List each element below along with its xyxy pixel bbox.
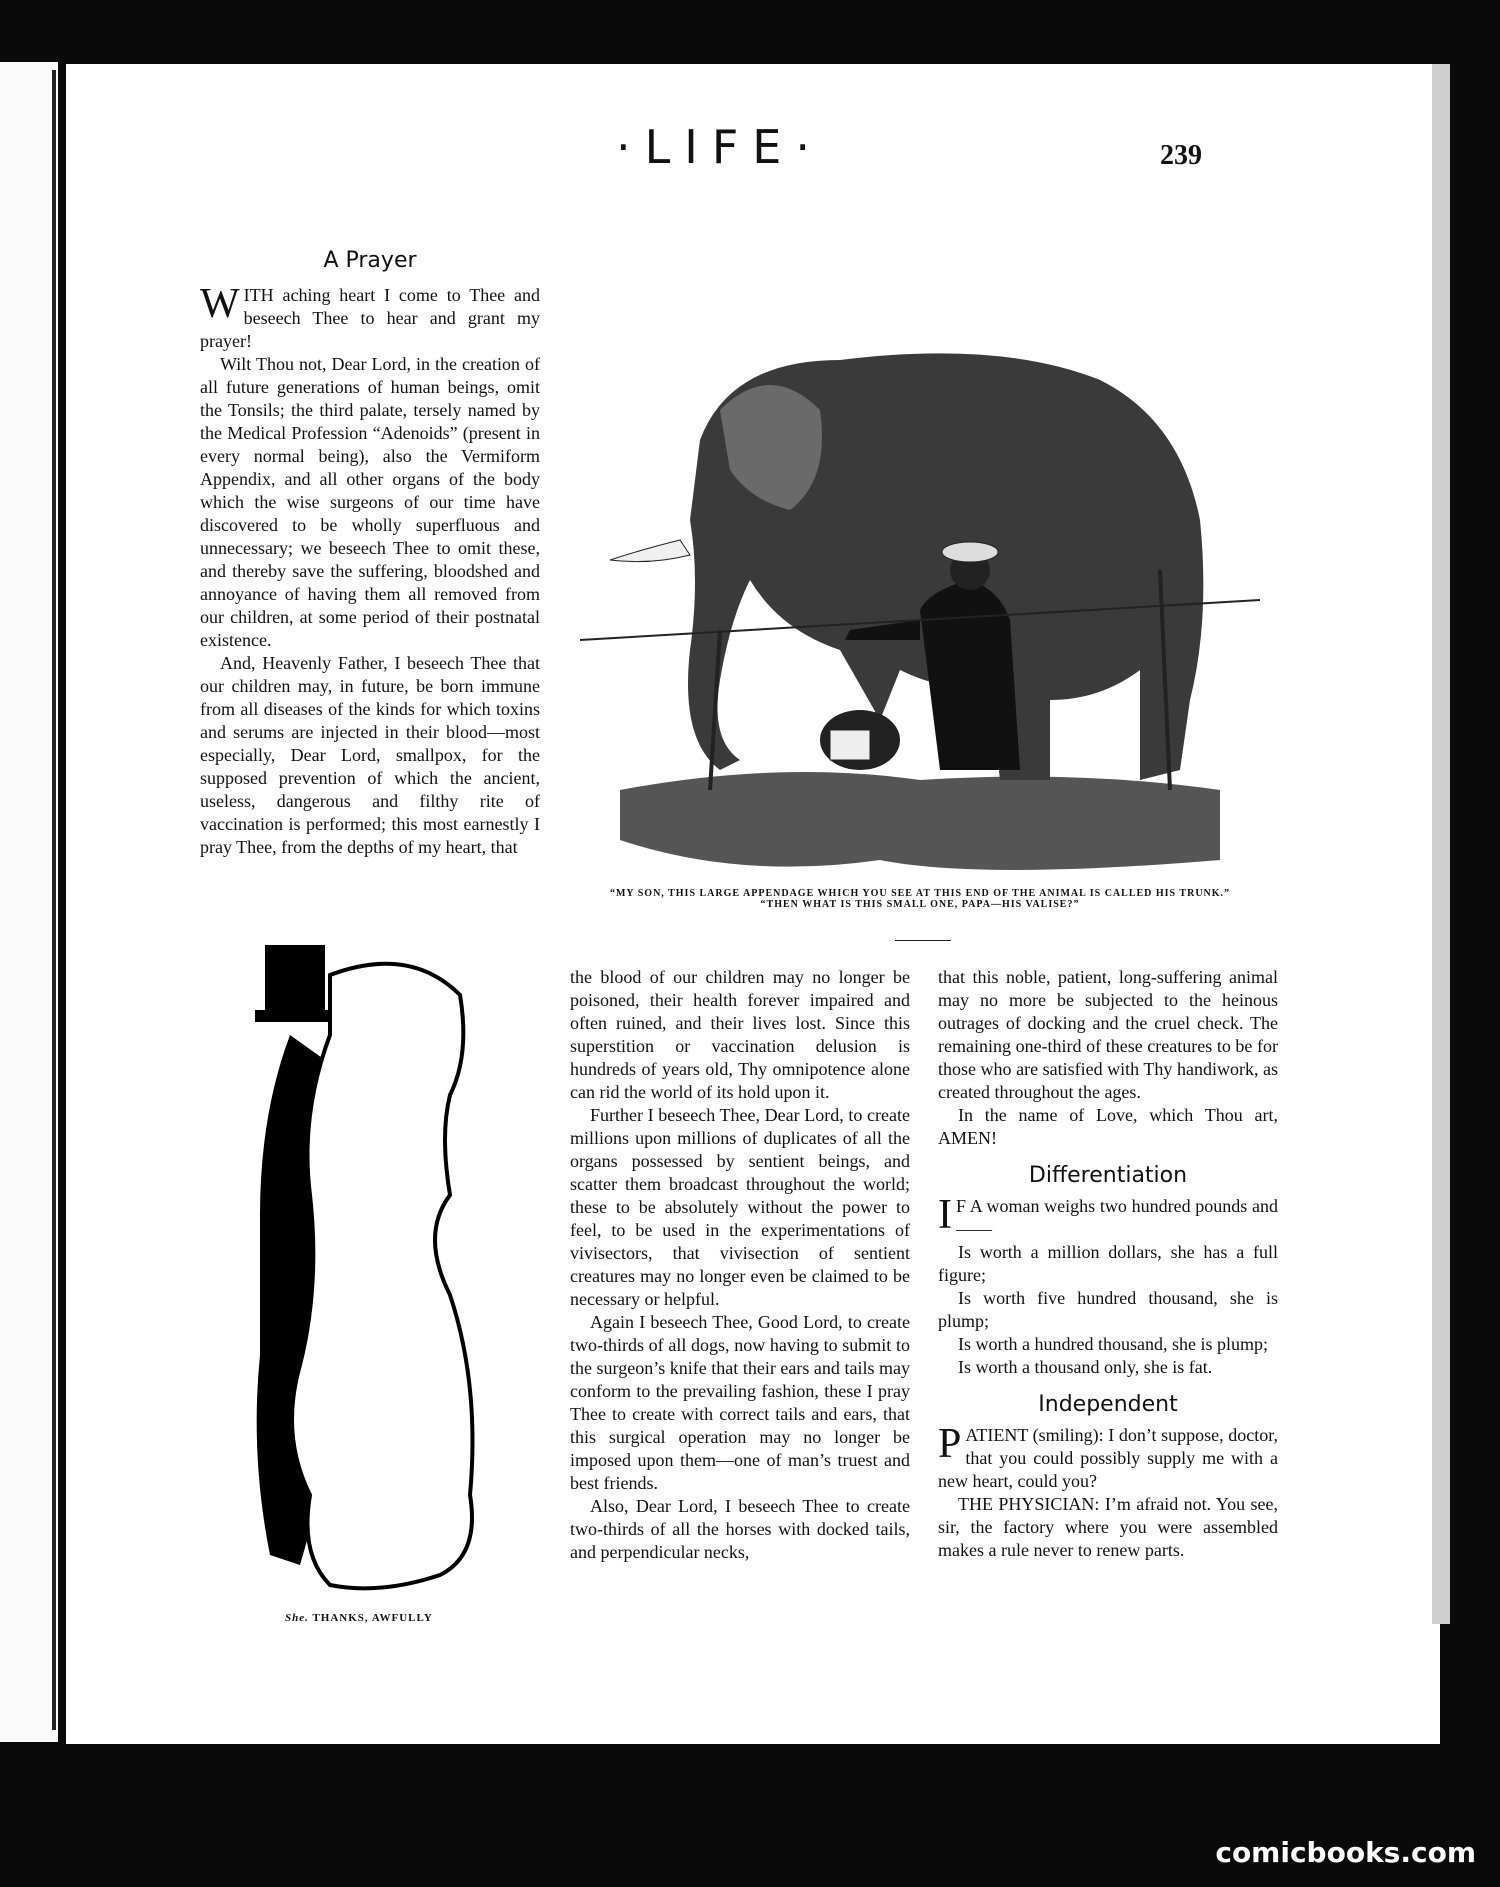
prayer-column-2 [570,966,910,1564]
independent-title: Independent [1038,1392,1178,1417]
elephant-caption-line-2: “THEN WHAT IS THIS SMALL ONE, PAPA—HIS VALISE?” [760,899,1080,910]
section-rule [895,940,951,941]
prayer-p8: that this noble, patient, long-suffering animal may no more be subjected to the heinous outrages of docking and the cruel check. The remaining one-third of these creatures to be for those who are satisfied with Thy handiwork, as created throughout the ages. [938,967,1278,1102]
prayer-column-1 [200,281,540,859]
page-number: 239 [1160,140,1202,171]
elephant-illustration [580,320,1260,880]
left-page-edge [0,62,58,1742]
prayer-p4: the blood of our children may no longer be poisoned, their health forever impaired and often ruined, and their lives lost. Since this superstition or vaccination delusion is hundreds of years old, Thy omnipotence alone can rid the world of its hold upon it. [570,967,910,1102]
masthead: ·LIFE· [616,120,824,174]
prayer-p9: In the name of Love, which Thou art, AMEN! [938,1105,1278,1148]
silhouette-speaker: She. [285,1612,309,1624]
prayer-p5: Further I beseech Thee, Dear Lord, to create millions upon millions of duplicates of all the organs possessed by sentient beings, and scatter them broadcast throughout the world; these to be absolutely without the power to feel, to be used in the experimentations of vivisectors, that vivisection of sentient creatures may no longer even be claimed to be necessary or helpful. [570,1105,910,1309]
silhouette-illustration [240,935,500,1615]
prayer-title: A Prayer [323,248,417,273]
right-page-edge [1432,64,1450,1624]
prayer-p7: Also, Dear Lord, I beseech Thee to create two-thirds of all the horses with docked tails, and perpendicular necks, [570,1496,910,1562]
silhouette-caption [285,1612,485,1624]
prayer-dropcap: W [200,281,240,327]
independent-line-2: THE PHYSICIAN: I’m afraid not. You see, sir, the factory where you were assembled makes a rule never to renew parts. [938,1494,1278,1560]
prayer-p1: ITH aching heart I come to Thee and beseech Thee to hear and grant my prayer! [200,285,540,351]
watermark: comicbooks.com [1215,1836,1476,1869]
independent-dropcap: P [938,1421,962,1467]
prayer-column-3 [938,966,1278,1562]
elephant-caption-line-1: “MY SON, THIS LARGE APPENDAGE WHICH YOU SEE AT THIS END OF THE ANIMAL IS CALLED HIS TRUNK.” [609,888,1231,899]
differentiation-dropcap: I [938,1192,952,1238]
differentiation-line-5: Is worth a thousand only, she is fat. [958,1357,1213,1377]
prayer-p2: Wilt Thou not, Dear Lord, in the creation of all future generations of human beings, omit the Tonsils; the third palate, tersely named by the Medical Profession “Adenoids” (present in every normal being), also the Vermiform Appendix, and all other organs of the body which the wise surgeons of our time have discovered to be wholly superfluous and unnecessary; we beseech Thee to omit these, and thereby save the suffering, bloodshed and annoyance of having them all removed from our children, at some period of their postnatal existence. [200,354,540,650]
differentiation-title: Differentiation [1028,1163,1188,1188]
prayer-p6: Again I beseech Thee, Good Lord, to create two-thirds of all dogs, now having to submit to the surgeon’s knife that their ears and tails may conform to the prevailing fashion, these I pray Thee to create with correct tails and ears, that this surgical operation may no longer be imposed upon them—one of man’s truest and best friends. [570,1312,910,1493]
silhouette-caption-text: THANKS, AWFULLY [312,1612,433,1624]
elephant-caption [560,888,1280,910]
prayer-p3: And, Heavenly Father, I beseech Thee that our children may, in future, be born immune from all diseases of the kinds for which toxins and serums are injected in their blood—most especially, Dear Lord, smallpox, for the supposed prevention of which the ancient, useless, dangerous and filthy rite of vaccination is performed; this most earnestly I pray Thee, from the depths of my heart, that [200,653,540,857]
differentiation-line-3: Is worth five hundred thousand, she is plump; [938,1288,1278,1331]
book-spine [52,70,56,1730]
independent-line-1: ATIENT (smiling): I don’t suppose, doctor, that you could possibly supply me with a new heart, could you? [938,1425,1278,1491]
differentiation-line-4: Is worth a hundred thousand, she is plump; [958,1334,1268,1354]
differentiation-line-2: Is worth a million dollars, she has a full figure; [938,1242,1278,1285]
differentiation-line-1: F A woman weighs two hundred pounds and—— [956,1196,1278,1239]
